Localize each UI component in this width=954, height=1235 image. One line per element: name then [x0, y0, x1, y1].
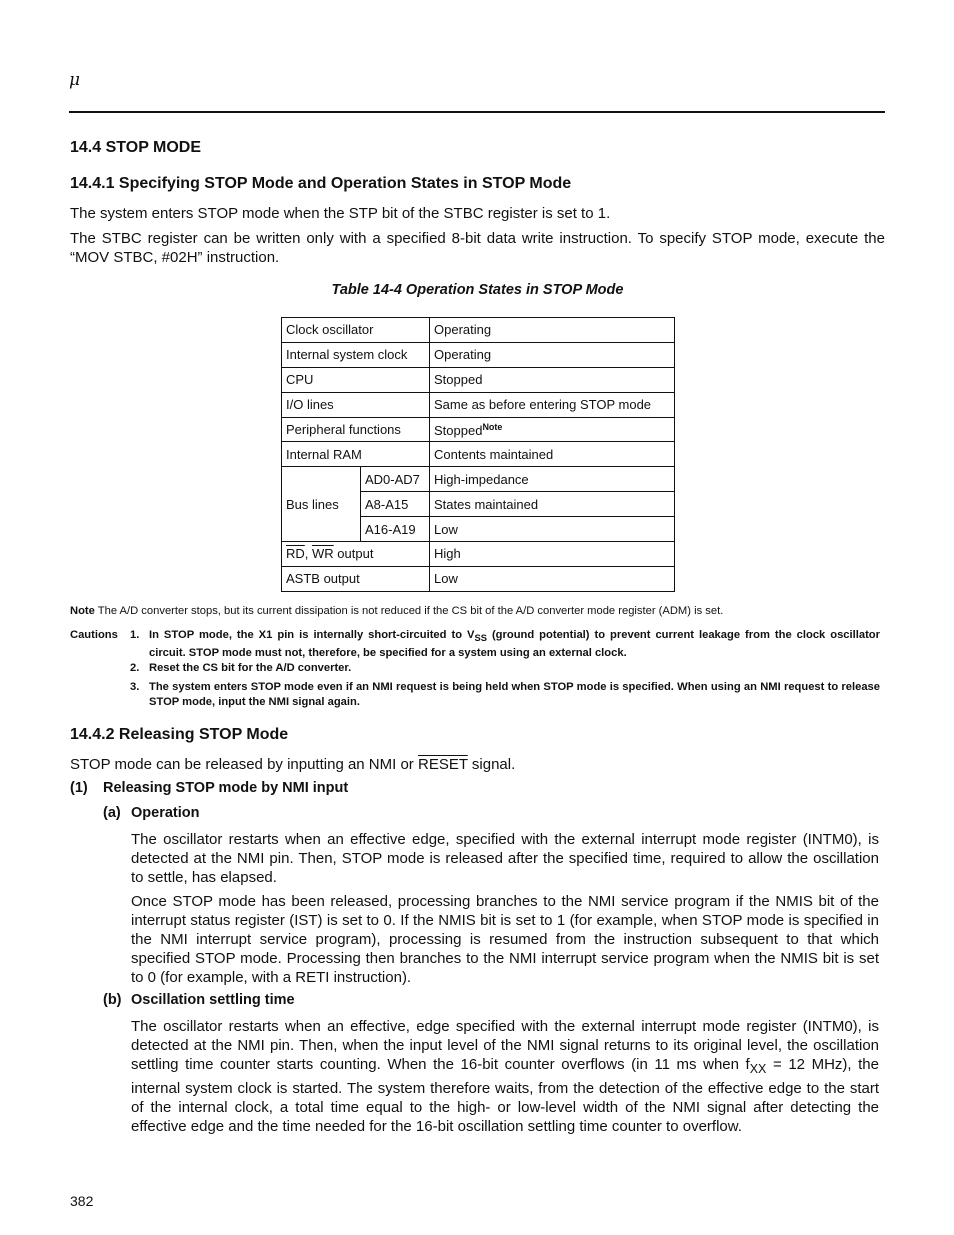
operation-para-2: Once STOP mode has been released, processing branches to the NMI service program if the NMIS bit of the interrupt status register (IST) is set to 0. If the NMIS bit is set to 1 (for example, when STOP mode is specified in the NMI interrupt service program), processing is resumed from the instruction subsequent to that which specified STOP mode. Processing then branches to the NMI interrupt service program when the NMIS bit is set to 0 (for example, with a RETI instruction).	[131, 893, 879, 986]
note-label: Note	[70, 605, 95, 617]
item-b-number: (b)	[103, 992, 122, 1008]
table-note	[70, 604, 885, 619]
table-cell-state: Operating	[430, 342, 675, 367]
caution-item: Reset the CS bit for the A/D converter.	[149, 662, 352, 674]
table-cell-item: CPU	[282, 367, 430, 392]
table-cell-item: Peripheral functions	[282, 417, 430, 442]
caution-item	[149, 628, 880, 661]
caution-subscript: SS	[474, 633, 487, 644]
section-title: 14.4 STOP MODE	[70, 139, 202, 156]
note-text: The A/D converter stops, but its current dissipation is not reduced if the CS bit of the A/D converter mode register (ADM) is set.	[94, 605, 724, 617]
caution-text: In STOP mode, the X1 pin is internally short-circuited to V	[149, 629, 475, 641]
frequency-subscript: XX	[749, 1062, 767, 1076]
table-caption: Table 14-4 Operation States in STOP Mode	[331, 282, 624, 298]
table-cell-bus-lines: Bus lines	[282, 467, 361, 542]
table-cell-state: Low	[430, 517, 675, 542]
intro-text: STOP mode can be released by inputting an NMI or	[70, 756, 418, 773]
table-cell-bus-sub: A8-A15	[361, 492, 430, 517]
note-reference: Note	[482, 421, 503, 432]
release-intro	[70, 755, 515, 774]
table-row	[282, 442, 675, 467]
caution-item: The system enters STOP mode even if an NMI request is being held when STOP mode is specified. When using an NMI request to release STOP mode, input the NMI signal again.	[149, 681, 880, 708]
table-cell-item: Internal system clock	[282, 342, 430, 367]
paragraph-stbc: The STBC register can be written only with a specified 8-bit data write instruction. To specify STOP mode, execute the “MOV STBC, #02H” instruction.	[70, 230, 885, 266]
table-cell-item: Internal RAM	[282, 442, 430, 467]
paragraph-stp: The system enters STOP mode when the STP bit of the STBC register is set to 1.	[70, 205, 611, 222]
table-cell-item: I/O lines	[282, 392, 430, 417]
item-1-number: (1)	[70, 780, 88, 796]
intro-text: signal.	[467, 756, 516, 773]
page-number: 382	[70, 1193, 94, 1209]
table-cell-state: Same as before entering STOP mode	[430, 392, 675, 417]
table-cell-state: High-impedance	[430, 467, 675, 492]
table-cell-state: Contents maintained	[430, 442, 675, 467]
table-cell-item: ASTB output	[282, 566, 430, 591]
table-cell-item	[282, 542, 430, 567]
item-a-number: (a)	[103, 805, 121, 821]
operation-para-1: The oscillator restarts when an effective edge, specified with the external interrupt mode register (INTM0), is detected at the NMI pin. Then, STOP mode is released after the specified time, required to allow the oscillation to settle, has elapsed.	[131, 831, 879, 886]
table-cell-state: Stopped	[430, 367, 675, 392]
output-suffix: output	[333, 546, 374, 562]
settling-text: The oscillator restarts when an effective, edge specified with the external interrupt mode register (INTM0), is detected at the NMI pin. Then, when the input level of the NMI signal returns to its original level, the oscillation settling time counter starts counting. When the 16-bit counter overflows (in 11 ms when f	[131, 1018, 879, 1073]
caution-number: 1.	[130, 629, 140, 641]
table-cell-state: High	[430, 542, 675, 567]
caution-text: (ground potential) to prevent current leakage from the clock oscillator circuit. STOP mode must not, therefore, be specified for a system using an external clock.	[149, 629, 880, 660]
table-cell-item: Clock oscillator	[282, 318, 430, 343]
table-cell-state: Low	[430, 566, 675, 591]
wr-signal: $\overline{WR}$	[312, 546, 334, 562]
header-rule	[69, 111, 885, 113]
subsection-2-title: 14.4.2 Releasing STOP Mode	[70, 726, 289, 743]
table-cell-bus-sub: A16-A19	[361, 517, 430, 542]
table-row	[282, 417, 675, 442]
item-b-title: Oscillation settling time	[131, 992, 295, 1008]
caution-number: 2.	[130, 662, 140, 674]
operation-states-table	[281, 317, 675, 592]
item-1-title: Releasing STOP mode by NMI input	[103, 780, 349, 796]
table-row	[282, 566, 675, 591]
table-cell-state: States maintained	[430, 492, 675, 517]
table-row	[282, 467, 675, 492]
cautions-label: Cautions	[70, 629, 118, 641]
separator: ,	[304, 546, 313, 562]
settling-time-para	[131, 1017, 879, 1136]
table-row	[282, 367, 675, 392]
rd-signal: $\overline{RD}$	[286, 546, 305, 562]
header-symbol: μ	[69, 70, 81, 90]
reset-signal: RESET	[417, 756, 468, 773]
item-a-title: Operation	[131, 805, 200, 821]
state-text: Stopped	[434, 422, 483, 438]
table-row	[282, 392, 675, 417]
table-cell-state: Operating	[430, 318, 675, 343]
settling-text: = 12 MHz), the internal system clock is started. The system therefore waits, from the detection of the effective edge to the start of the internal clock, a total time equal to the high- or low-level width of the NMI signal after detecting the effective edge and the time needed for the 16-bit oscillation settling time counter to overflow.	[131, 1056, 879, 1135]
subsection-1-title: 14.4.1 Specifying STOP Mode and Operation States in STOP Mode	[70, 175, 572, 192]
table-cell-bus-sub: AD0-AD7	[361, 467, 430, 492]
table-row	[282, 542, 675, 567]
table-row	[282, 342, 675, 367]
caution-number: 3.	[130, 681, 140, 693]
table-cell-state	[430, 417, 675, 442]
table-row	[282, 318, 675, 343]
